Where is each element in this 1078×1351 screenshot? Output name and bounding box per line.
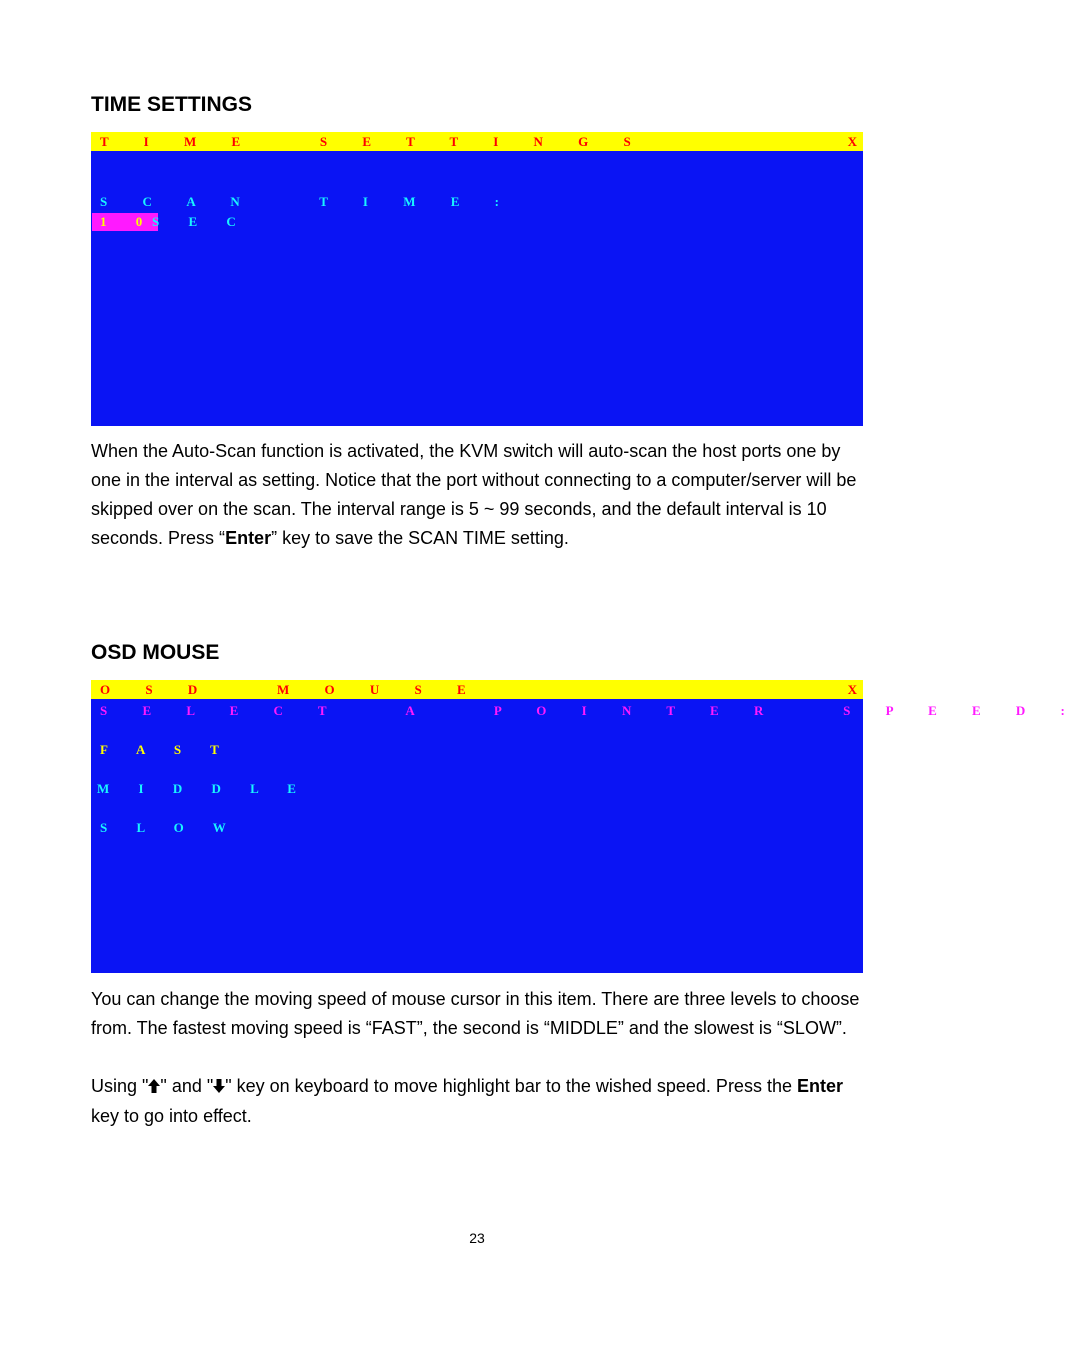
- section-heading-time-settings: TIME SETTINGS: [91, 93, 253, 116]
- speed-option-fast[interactable]: F A S T: [100, 742, 232, 757]
- osd-mouse-screen: [91, 680, 1078, 973]
- instruction-text: Using ": [91, 1076, 149, 1096]
- speed-option-middle[interactable]: M I D D L E: [97, 781, 309, 796]
- enter-key-label: Enter: [225, 528, 272, 548]
- speed-option-slow[interactable]: S L O W: [100, 820, 239, 835]
- osd-title-bar: [91, 132, 863, 151]
- osd-title: O S D M O U S E: [100, 682, 479, 697]
- osd-mouse-description: You can change the moving speed of mouse cursor in this item. There are three levels to choose from. The fastest moving speed is “FAST”, the second is “MIDDLE” and the slowest is “SLOW”.: [91, 989, 860, 1038]
- osd-mouse-instructions: [91, 1072, 866, 1131]
- scan-time-unit: S E C: [152, 214, 249, 229]
- instruction-text-end: key to go into effect.: [91, 1106, 252, 1126]
- description-text: When the Auto-Scan function is activated, the KVM switch will auto-scan the host ports one by one in the interval as setting. Notice that the port without connecting to a computer/server will be skipped over on the scan. The interval range is 5 ~ 99 seconds, and the default interval is 10 seconds. Press “: [91, 441, 857, 548]
- scan-time-value[interactable]: 1 0: [92, 213, 158, 231]
- section-heading-osd-mouse: OSD MOUSE: [91, 641, 220, 664]
- scan-time-label: S C A N T I M E :: [100, 194, 512, 209]
- page-number: 23: [469, 1230, 485, 1246]
- close-button[interactable]: X: [847, 134, 857, 149]
- down-arrow-icon: [213, 1073, 225, 1102]
- osd-title: T I M E S E T T I N G S: [100, 134, 644, 149]
- instruction-text: " key on keyboard to move highlight bar to the wished speed. Press the: [225, 1076, 797, 1096]
- instruction-text: " and ": [160, 1076, 214, 1096]
- close-button[interactable]: X: [847, 682, 857, 697]
- osd-title-bar: [91, 680, 863, 699]
- time-settings-description: [91, 437, 866, 553]
- pointer-speed-prompt: S E L E C T A P O I N T E R S P E E D :: [100, 703, 1078, 718]
- description-text-end: ” key to save the SCAN TIME setting.: [271, 528, 569, 548]
- up-arrow-icon: [148, 1073, 160, 1102]
- osd-time-settings-screen: [91, 132, 863, 426]
- enter-key-label: Enter: [796, 1076, 843, 1096]
